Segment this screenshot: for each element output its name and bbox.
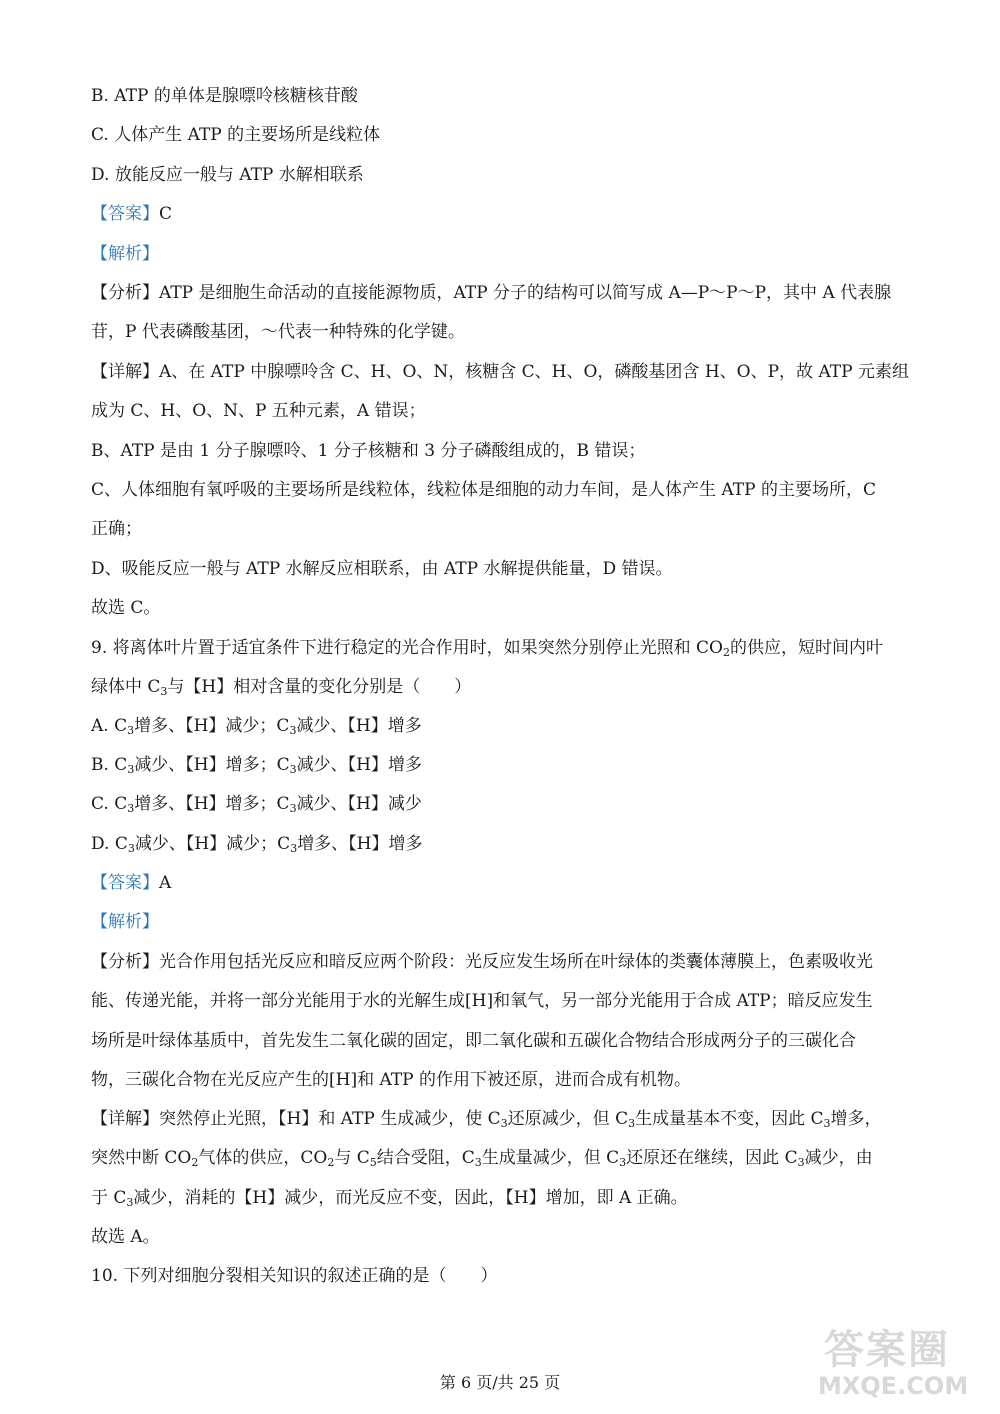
analysis-fenxi-line-2: 苷，P 代表磷酸基团，～代表一种特殊的化学键。 bbox=[91, 322, 465, 342]
answer-tag: 【答案】 bbox=[91, 873, 159, 893]
xiangjie-tag: 【详解】 bbox=[91, 362, 159, 382]
fenxi-text: ATP 是细胞生命活动的直接能源物质，ATP 分子的结构可以简写成 A—P～P～P，其中 A 代表腺 bbox=[159, 283, 892, 303]
q9-fenxi-line-2: 能、传递光能，并将一部分光能用于水的光解生成[H]和氧气，另一部分光能用于合成 ATP；暗反应发生 bbox=[91, 991, 873, 1011]
detail-line-1 bbox=[91, 360, 909, 384]
option-b: B. ATP 的单体是腺嘌呤核糖核苷酸 bbox=[91, 86, 358, 106]
q9-fenxi-line-1 bbox=[91, 950, 873, 974]
q9-detail-line-3: 于 $C_3$减少，消耗的【H】减少，而光反应不变，因此，【H】增加，即 A 正确。 bbox=[91, 1188, 688, 1209]
stem-text: 的供应，短时间内叶 bbox=[729, 638, 883, 658]
subscript: 3 bbox=[160, 685, 168, 698]
q9-option-d: D. $C_3$减少、【H】减少；$C_3$增多、【H】增多 bbox=[91, 834, 423, 855]
fenxi-text: 光合作用包括光反应和暗反应两个阶段：光反应发生场所在叶绿体的类囊体薄膜上，色素吸收光 bbox=[159, 952, 873, 972]
subscript: 2 bbox=[722, 646, 730, 659]
xiangjie-tag: 【详解】 bbox=[91, 1109, 159, 1129]
answer-value: A bbox=[159, 873, 172, 893]
watermark-top-text: 答案圈 bbox=[824, 1327, 950, 1373]
q9-detail-line-1: 【详解】突然停止光照，【H】和 ATP 生成减少，使 $C_3$还原减少，但 $C_3$生成量基本不变，因此 $C_3$增多， bbox=[91, 1109, 882, 1130]
stem-text: 9. 将离体叶片置于适宜条件下进行稳定的光合作用时，如果突然分别停止光照和 CO bbox=[91, 638, 723, 658]
q9-analysis-tag: 【解析】 bbox=[91, 912, 159, 932]
q9-option-a: A. $C_3$增多、【H】减少；$C_3$减少、【H】增多 bbox=[91, 716, 422, 737]
conclusion: 故选 C。 bbox=[91, 598, 161, 618]
question-10-stem: 10. 下列对细胞分裂相关知识的叙述正确的是（ ） bbox=[91, 1266, 498, 1286]
stem-text: 绿体中 C bbox=[91, 677, 161, 697]
detail-line-4: C、人体细胞有氧呼吸的主要场所是线粒体，线粒体是细胞的动力车间，是人体产生 ATP 的主要场所，C bbox=[91, 480, 876, 500]
detail-text: A、在 ATP 中腺嘌呤含 C、H、O、N，核糖含 C、H、O，磷酸基团含 H、O、P，故 ATP 元素组 bbox=[159, 362, 909, 382]
answer-tag: 【答案】 bbox=[91, 204, 159, 224]
detail-line-2: 成为 C、H、O、N、P 五种元素，A 错误； bbox=[91, 401, 426, 421]
analysis-fenxi-line-1 bbox=[91, 281, 891, 305]
q9-fenxi-line-4: 物，三碳化合物在光反应产生的[H]和 ATP 的作用下被还原，进而合成有机物。 bbox=[91, 1070, 692, 1090]
analysis-tag: 【解析】 bbox=[91, 244, 159, 264]
option-d: D. 放能反应一般与 ATP 水解相联系 bbox=[91, 165, 364, 185]
watermark-logo bbox=[818, 1318, 978, 1400]
detail-line-6: D、吸能反应一般与 ATP 水解反应相联系，由 ATP 水解提供能量，D 错误。 bbox=[91, 559, 673, 579]
stem-text: 与【H】相对含量的变化分别是（ ） bbox=[167, 677, 472, 697]
q9-fenxi-line-3: 场所是叶绿体基质中，首先发生二氧化碳的固定，即二氧化碳和五碳化合物结合形成两分子的三碳化合 bbox=[91, 1031, 856, 1051]
fenxi-tag: 【分析】 bbox=[91, 952, 159, 972]
q9-conclusion: 故选 A。 bbox=[91, 1227, 160, 1247]
q9-option-b: B. $C_3$减少、【H】增多；$C_3$减少、【H】增多 bbox=[91, 755, 422, 776]
detail-line-3: B、ATP 是由 1 分子腺嘌呤、1 分子核糖和 3 分子磷酸组成的，B 错误； bbox=[91, 441, 646, 461]
q9-answer-line bbox=[91, 871, 171, 895]
question-9-stem-1 bbox=[91, 636, 883, 660]
option-c: C. 人体产生 ATP 的主要场所是线粒体 bbox=[91, 125, 381, 145]
fenxi-tag: 【分析】 bbox=[91, 283, 159, 303]
q9-detail-line-2: 突然中断 $CO_2$气体的供应，$CO_2$与 $C_5$结合受阻，$C_3$生成量减少，但 $C_3$还原还在继续，因此 $C_3$减少，由 bbox=[91, 1148, 873, 1169]
answer-line bbox=[91, 202, 172, 226]
page-footer: 第 6 页/共 25 页 bbox=[439, 1373, 561, 1392]
watermark-bottom-text: MXQE.COM bbox=[818, 1372, 969, 1400]
detail-line-5: 正确； bbox=[91, 519, 142, 539]
answer-value: C bbox=[159, 204, 173, 224]
question-9-stem-2 bbox=[91, 675, 471, 699]
q9-option-c: C. $C_3$增多、【H】增多；$C_3$减少、【H】减少 bbox=[91, 794, 422, 815]
